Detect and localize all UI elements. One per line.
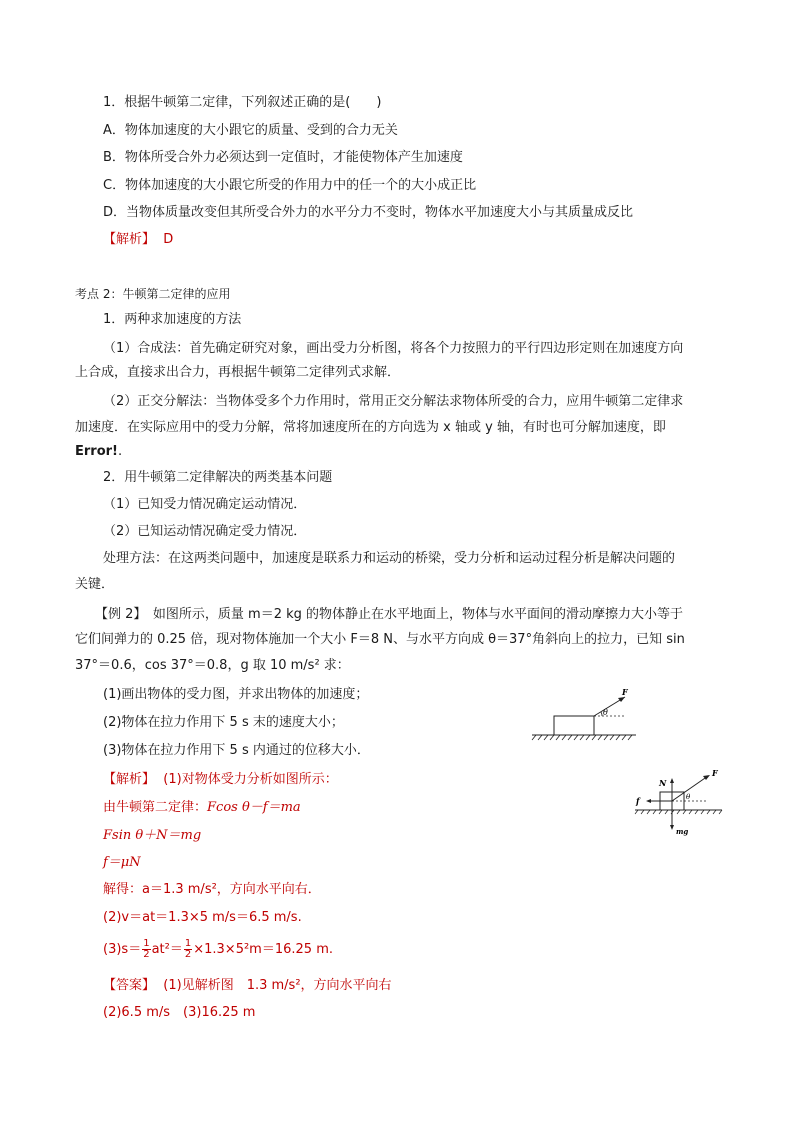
gravity-arrowhead bbox=[670, 825, 674, 830]
frac1-denominator: 2 bbox=[143, 949, 150, 960]
solution-eq1-line bbox=[103, 798, 301, 818]
error-text: Error! bbox=[75, 444, 118, 459]
solution-eq1-prefix: 由牛顿第二定律： bbox=[103, 800, 208, 815]
q1-option-c: C．物体加速度的大小跟它所受的作用力中的任一个的大小成正比 bbox=[103, 178, 477, 193]
q1-option-b: B．物体所受合外力必须达到一定值时，才能使物体产生加速度 bbox=[103, 150, 463, 165]
label-mg: mg bbox=[676, 827, 689, 836]
solution-eq2: Fsin θ＋N＝mg bbox=[103, 828, 202, 843]
label-N: N bbox=[659, 778, 667, 788]
point2-s2-1: （1）已知受力情况确定运动情况． bbox=[103, 497, 307, 512]
block bbox=[554, 716, 594, 735]
error-tail: . bbox=[117, 444, 123, 459]
fbd-hatch bbox=[635, 810, 722, 814]
result3-part-c: ×1.3×5²m＝16.25 m. bbox=[193, 942, 333, 957]
solution-eq3: f＝μN bbox=[103, 855, 141, 870]
angle-arc bbox=[601, 712, 602, 716]
q1-stem: 1．根据牛顿第二定律，下列叙述正确的是( ) bbox=[103, 95, 382, 110]
q1-option-a: A．物体加速度的大小跟它的质量、受到的合力无关 bbox=[103, 123, 398, 138]
angle-label: θ bbox=[603, 708, 608, 717]
q1-analysis bbox=[103, 230, 173, 250]
solution-result2: (2)v＝at＝1.3×5 m/s＝6.5 m/s. bbox=[103, 910, 302, 925]
force-diagram bbox=[630, 766, 730, 838]
result3-part-b: at²＝ bbox=[151, 942, 183, 957]
solution-result3 bbox=[103, 937, 333, 963]
frac2-denominator: 2 bbox=[184, 949, 192, 960]
point2-sub2: 2．用牛顿第二定律解决的两类基本问题 bbox=[103, 470, 333, 485]
solution-intro: (1)对物体受力分析如图所示： bbox=[163, 772, 338, 787]
label-F: F bbox=[712, 768, 718, 778]
answer-text1: (1)见解析图 1.3 m/s²，方向水平向右 bbox=[163, 978, 392, 993]
point2-sub1: 1．两种求加速度的方法 bbox=[103, 312, 242, 327]
example2-q3: (3)物体在拉力作用下 5 s 内通过的位移大小． bbox=[103, 743, 370, 758]
fraction-half-2 bbox=[184, 939, 192, 960]
example2-line2: 它们间弹力的 0.25 倍，现对物体施加一个大小 F＝8 N、与水平方向成 θ＝37°角斜向上的拉力，已知 sin bbox=[75, 632, 685, 647]
method1-line1: （1）合成法：首先确定研究对象，画出受力分析图，将各个力按照力的平行四边形定则在加速度方向 bbox=[103, 341, 684, 356]
method1-line2: 上合成，直接求出合力，再根据牛顿第二定律列式求解． bbox=[75, 365, 401, 380]
frac1-numerator: 1 bbox=[143, 938, 150, 949]
answer-line1 bbox=[103, 976, 392, 996]
result3-part-a: (3)s＝ bbox=[103, 942, 142, 957]
point2-s2-2: （2）已知运动情况确定受力情况． bbox=[103, 524, 307, 539]
label-theta: θ bbox=[686, 793, 691, 801]
method2-line1: （2）正交分解法：当物体受多个力作用时，常用正交分解法求物体所受的合力，应用牛顿第二定律求 bbox=[103, 394, 684, 409]
solution-result1: 解得：a＝1.3 m/s²，方向水平向右． bbox=[103, 882, 321, 897]
example2-line1: 【例 2】 如图所示，质量 m＝2 kg 的物体静止在水平地面上，物体与水平面间的滑动摩擦力大小等于 bbox=[95, 607, 684, 622]
normal-arrowhead bbox=[670, 778, 674, 783]
frac2-numerator: 1 bbox=[184, 938, 192, 949]
friction-arrowhead bbox=[646, 799, 651, 803]
q1-option-d: D．当物体质量改变但其所受合外力的水平分力不变时，物体水平加速度大小与其质量成反比 bbox=[103, 205, 634, 220]
answer-label: 【答案】 bbox=[103, 978, 156, 993]
ground-hatch bbox=[532, 735, 632, 740]
example2-line3: 37°＝0.6，cos 37°＝0.8，g 取 10 m/s² 求： bbox=[75, 658, 350, 673]
label-f: f bbox=[636, 796, 640, 806]
example-figure bbox=[530, 685, 640, 745]
error-line bbox=[75, 442, 122, 462]
method-line1: 处理方法：在这两类问题中，加速度是联系力和运动的桥梁，受力分析和运动过程分析是解决问题的 bbox=[103, 551, 676, 566]
force-label: F bbox=[622, 687, 628, 697]
fraction-half-1 bbox=[142, 939, 150, 960]
point2-title: 考点 2：牛顿第二定律的应用 bbox=[75, 287, 231, 301]
q1-analysis-value: D bbox=[163, 232, 174, 247]
example2-q2: (2)物体在拉力作用下 5 s 末的速度大小； bbox=[103, 715, 344, 730]
q1-analysis-label: 【解析】 bbox=[103, 232, 156, 247]
answer-line2: (2)6.5 m/s (3)16.25 m bbox=[103, 1005, 256, 1020]
solution-intro-line bbox=[103, 770, 338, 790]
force-arrowhead bbox=[618, 697, 625, 702]
solution-eq1: Fcos θ－f＝ma bbox=[207, 800, 301, 815]
method-line2: 关键． bbox=[75, 577, 115, 592]
example2-q1: (1)画出物体的受力图，并求出物体的加速度； bbox=[103, 687, 369, 702]
solution-label: 【解析】 bbox=[103, 772, 156, 787]
method2-line2: 加速度．在实际应用中的受力分解，常将加速度所在的方向选为 x 轴或 y 轴，有时也可分解加速度，即 bbox=[75, 420, 666, 435]
